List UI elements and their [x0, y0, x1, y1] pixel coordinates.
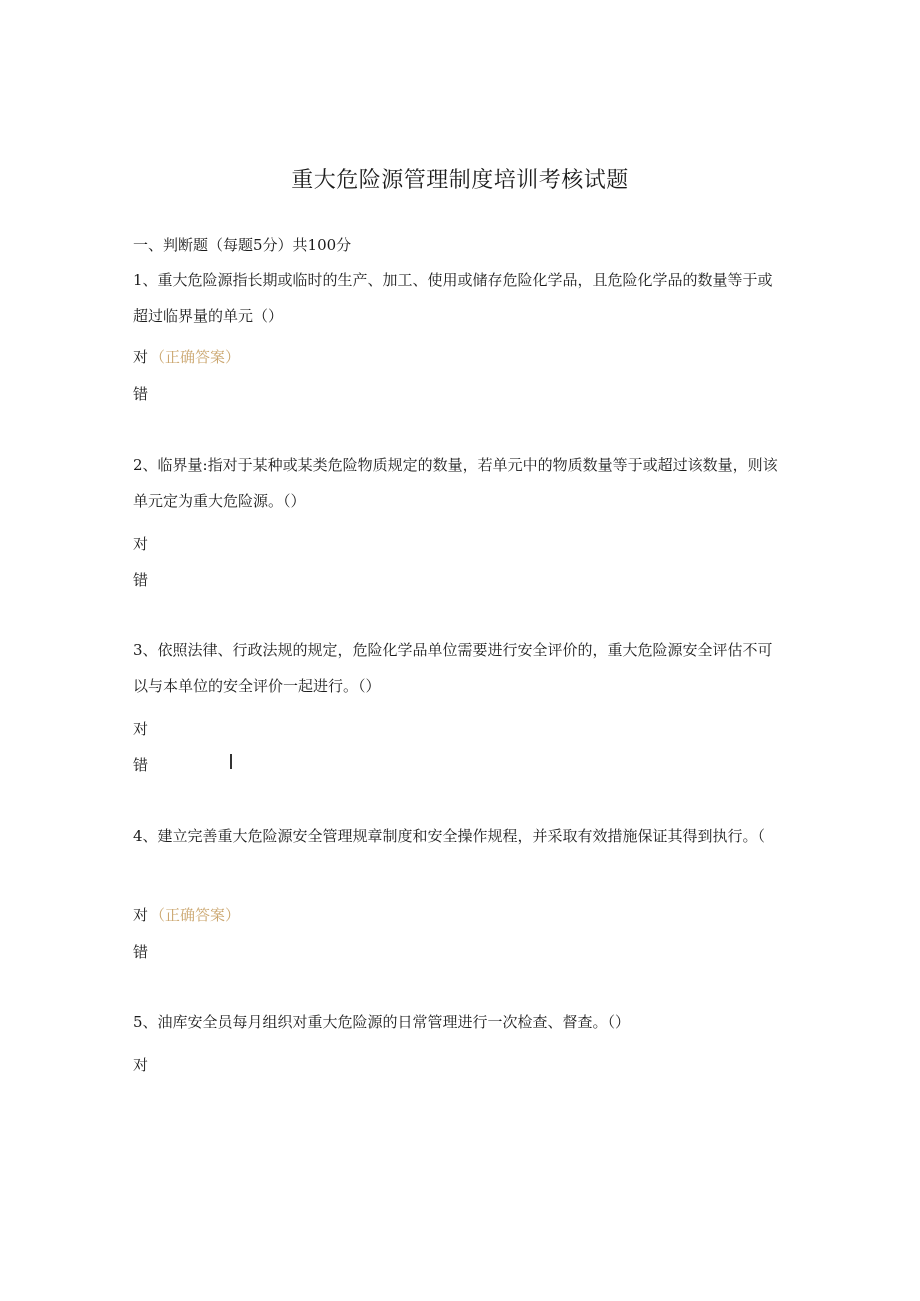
question-4-option-true[interactable]: [133, 904, 240, 925]
section-heading: 一、判断题（每题5分）共100分: [133, 236, 352, 254]
correct-answer-mark: （正确答案）: [150, 906, 241, 924]
question-1: 1、重大危险源指长期或临时的生产、加工、使用或储存危险化学品，且危险化学品的数量等于或超过临界量的单元（）: [133, 271, 773, 325]
question-3: 3、依照法律、行政法规的规定，危险化学品单位需要进行安全评价的，重大危险源安全评估不可以与本单位的安全评价一起进行。（）: [133, 641, 773, 695]
question-5-option-true[interactable]: 对: [133, 1056, 149, 1074]
option-label: 对: [133, 348, 149, 366]
question-3-option-true[interactable]: 对: [133, 720, 149, 738]
question-3-option-false[interactable]: 错: [133, 756, 149, 774]
question-2-option-false[interactable]: 错: [133, 571, 149, 589]
question-4: 4、建立完善重大危险源安全管理规章制度和安全操作规程，并采取有效措施保证其得到执行。（: [133, 827, 766, 845]
text-cursor-mark: [230, 754, 232, 769]
question-4-option-false[interactable]: 错: [133, 943, 149, 961]
question-5: 5、油库安全员每月组织对重大危险源的日常管理进行一次检查、督查。（）: [133, 1013, 631, 1031]
question-1-option-false[interactable]: 错: [133, 385, 149, 403]
question-1-option-true[interactable]: [133, 346, 240, 367]
correct-answer-mark: （正确答案）: [150, 348, 241, 366]
option-label: 对: [133, 906, 149, 924]
page-title: 重大危险源管理制度培训考核试题: [291, 168, 629, 193]
question-2-option-true[interactable]: 对: [133, 535, 149, 553]
question-2: 2、临界量:指对于某种或某类危险物质规定的数量，若单元中的物质数量等于或超过该数量，则该单元定为重大危险源。（）: [133, 456, 778, 510]
